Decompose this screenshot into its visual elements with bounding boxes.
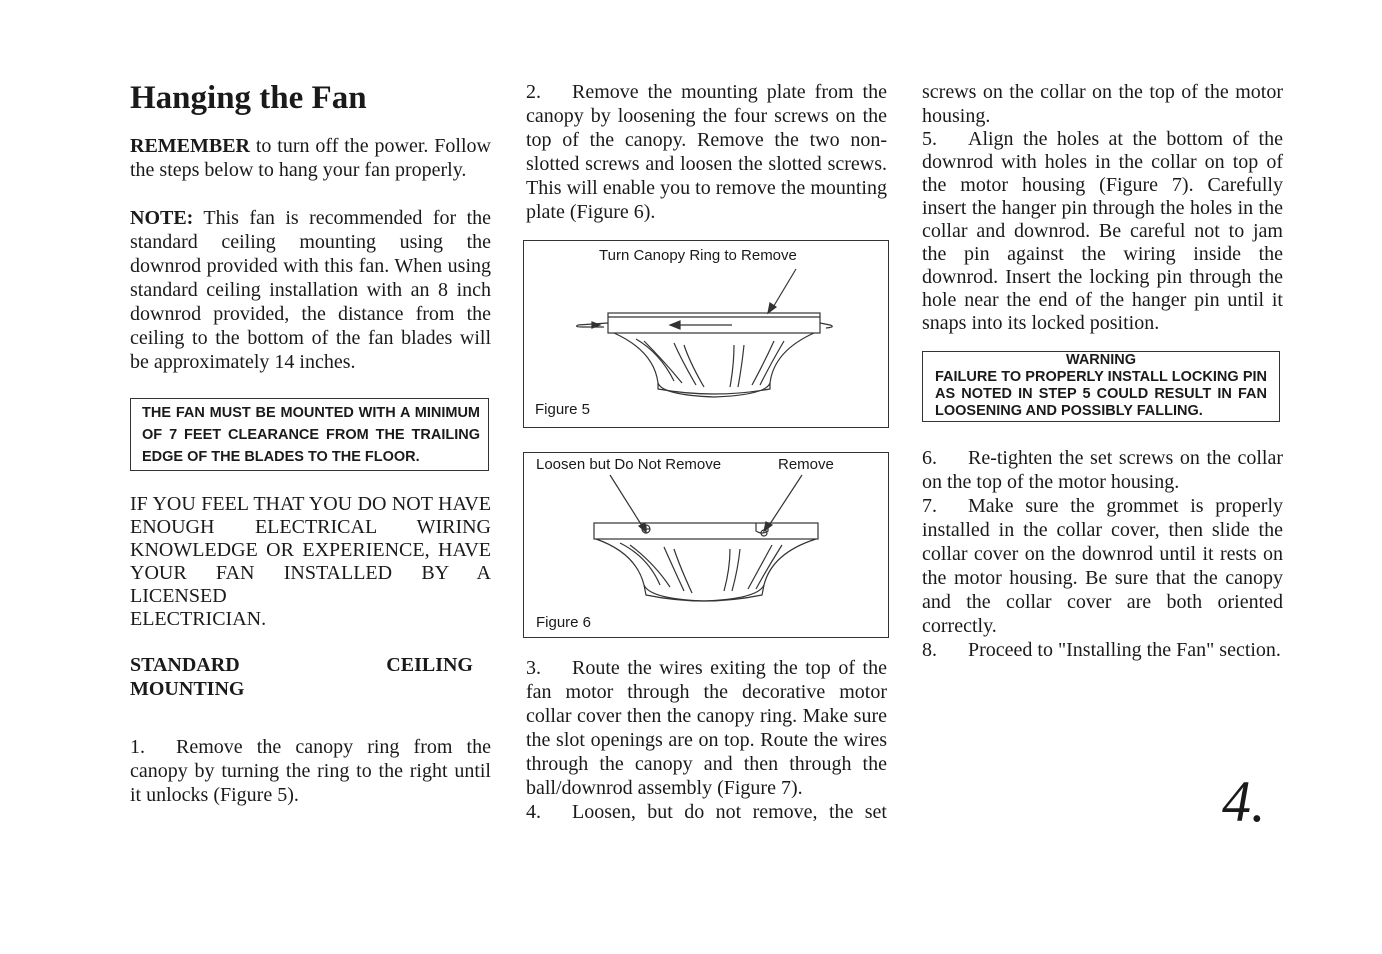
step-number: 4. [526, 801, 541, 823]
step-1 [130, 735, 491, 807]
electrician-warning [130, 493, 491, 631]
step-number: 2. [526, 81, 541, 103]
step-text: Make sure the grommet is properly installed in the collar cover, then slide the collar cover on the downrod until it rests on the motor housing. Be sure that the canopy and the collar cover are both oriented correctly. [922, 495, 1283, 637]
step-number: 3. [526, 657, 541, 679]
remember-paragraph [130, 134, 491, 182]
canopy-ring-illustration [524, 241, 888, 427]
step-number: 7. [922, 495, 937, 517]
figure-6-callout-left: Loosen but Do Not Remove [536, 456, 722, 473]
figure-5-callout: Turn Canopy Ring to Remove [599, 247, 797, 264]
figure-6 [523, 452, 889, 638]
step-8 [922, 638, 1283, 662]
warning-title: WARNING [1065, 352, 1137, 368]
step-text: Remove the mounting plate from the canopy by loosening the four screws on the top of the canopy. Remove the two non-slotted screws and loosen the slotted screws. This will enable you to remove the mounting plate (Figure 6). [526, 81, 887, 223]
step-6 [922, 446, 1283, 494]
note-paragraph [130, 206, 491, 374]
step-text: Re-tighten the set screws on the collar on the top of the motor housing. [922, 447, 1283, 493]
figure-5-caption: Figure 5 [535, 401, 591, 418]
step-7 [922, 494, 1283, 638]
section-heading-word2: CEILING [386, 654, 473, 676]
note-text: This fan is recommended for the standard ceiling mounting using the downrod provided with this fan. When using standard ceiling installation with an 8 inch downrod provided, the distance from the ceiling to the bottom of the fan blades will be approximately 14 inches. [130, 207, 491, 373]
warning-text: FAILURE TO PROPERLY INSTALL LOCKING PIN AS NOTED IN STEP 5 COULD RESULT IN FAN LOOSENING AND POSSIBLY FALLING. [935, 369, 1267, 419]
step-number: 1. [130, 736, 145, 758]
figure-6-callout-right: Remove [778, 456, 834, 473]
step-text-part1: Loosen, but do not remove, the set [572, 801, 887, 823]
column-middle [526, 80, 887, 824]
step-text: Remove the canopy ring from the canopy by turning the ring to the right until it unlocks (Figure 5). [130, 736, 491, 806]
warning-box [922, 351, 1280, 422]
note-lead: NOTE: [130, 207, 194, 229]
remember-text: to turn off the power. Follow the steps below to hang your fan properly. [130, 135, 491, 181]
page-number: 4. [1222, 769, 1266, 834]
section-heading-word1: STANDARD [130, 654, 240, 676]
section-heading [130, 653, 473, 701]
column-left [130, 78, 491, 807]
step-text: Route the wires exiting the top of the fan motor through the decorative motor collar cover then the canopy ring. Make sure the slot openings are on top. Route the wires through the canopy and then through the ball/downrod assembly (Figure 7). [526, 657, 887, 799]
step-2 [526, 80, 887, 224]
step-4-continued: screws on the collar on the top of the motor housing. [922, 81, 1283, 127]
step-number: 6. [922, 447, 937, 469]
canopy-mounting-illustration [524, 453, 888, 637]
figure-5 [523, 240, 889, 428]
step-number: 5. [922, 128, 937, 150]
remember-lead: REMEMBER [130, 135, 250, 157]
section-heading-word3: MOUNTING [130, 678, 245, 700]
step-5 [922, 128, 1283, 335]
step-4 [526, 800, 887, 824]
clearance-notice-box: THE FAN MUST BE MOUNTED WITH A MINIMUM OF 7 FEET CLEARANCE FROM THE TRAILING EDGE OF THE BLADES TO THE FLOOR. [130, 398, 489, 471]
electrician-warning-text: IF YOU FEEL THAT YOU DO NOT HAVE ENOUGH ELECTRICAL WIRING KNOWLEDGE OR EXPERIENCE, HAVE YOUR FAN INSTALLED BY A LICENSED [130, 493, 491, 607]
electrician-warning-last: ELECTRICIAN. [130, 608, 267, 630]
figure-6-caption: Figure 6 [536, 614, 592, 631]
page-title: Hanging the Fan [130, 80, 367, 116]
step-text: Align the holes at the bottom of the downrod with holes in the collar on top of the motor housing (Figure 7). Carefully insert the hanger pin through the holes in the collar and downrod. Be careful not to jam the pin against the wiring inside the downrod. Insert the locking pin through the hole near the end of the hanger pin until it snaps into its locked position. [922, 128, 1283, 334]
column-right [922, 80, 1283, 662]
step-text: Proceed to "Installing the Fan" section. [968, 639, 1281, 661]
step-number: 8. [922, 639, 937, 661]
step-3 [526, 656, 887, 800]
